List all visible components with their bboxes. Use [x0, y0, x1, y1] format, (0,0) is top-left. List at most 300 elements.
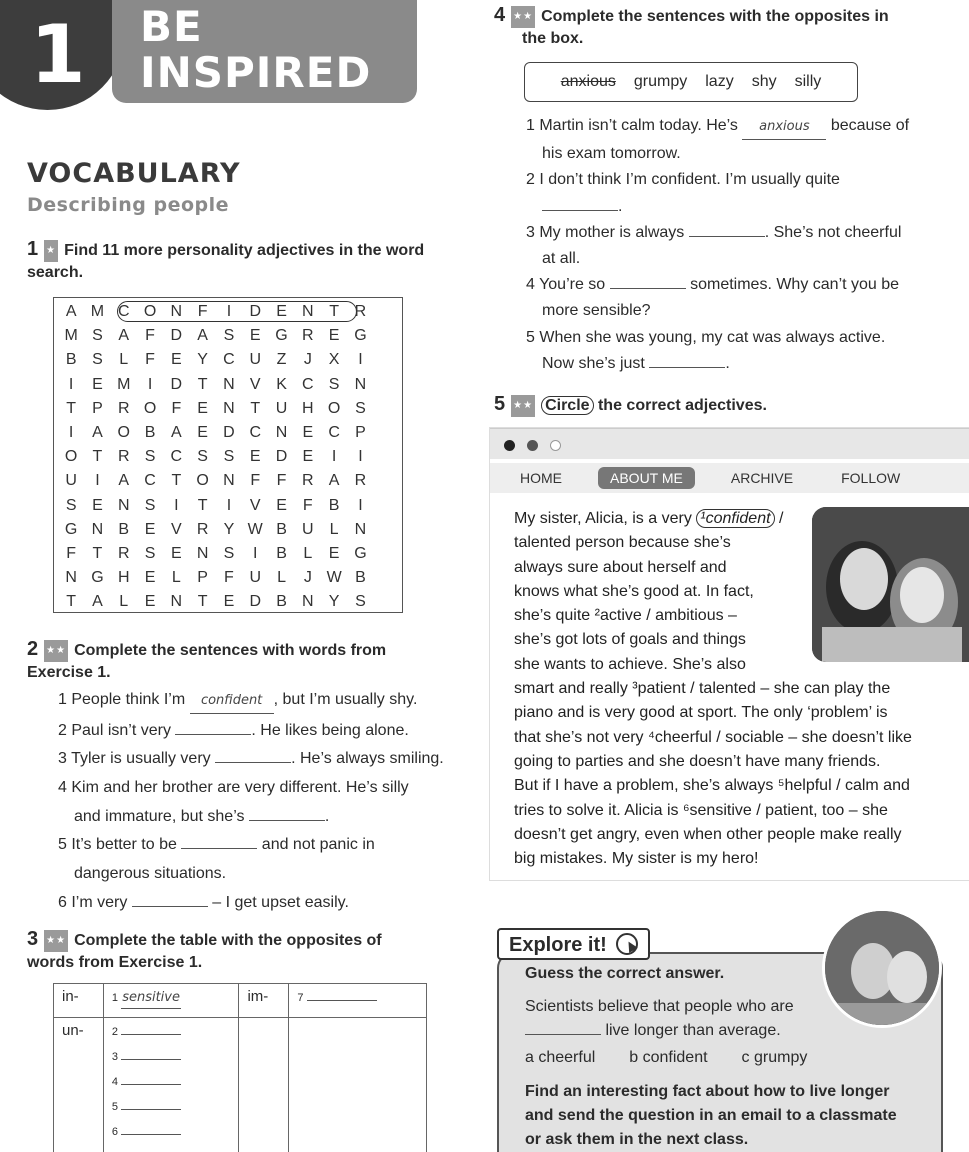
ex2-instruction: Complete the sentences with words from: [74, 642, 387, 659]
word-search-letter: N: [275, 423, 288, 441]
nav-home[interactable]: HOME: [520, 470, 562, 486]
word-search-letter: I: [358, 448, 363, 466]
word-search-letter: [374, 518, 400, 542]
ex5-stars-icon: ★★: [511, 395, 535, 417]
sentence-number: 6: [58, 893, 72, 911]
word-search-letter: B: [276, 593, 287, 611]
word-search-letter: U: [249, 351, 261, 369]
word-search-letter: I: [358, 351, 363, 369]
sentence-text: at all.: [542, 249, 581, 267]
explore-question-line1: Scientists believe that people who are: [525, 998, 794, 1015]
sentence-text: Now she’s just: [542, 354, 650, 372]
ex2-sentences: [56, 688, 444, 920]
word-search-letter: N: [65, 569, 77, 587]
answer-blank[interactable]: [689, 236, 765, 237]
word-search-letter: N: [117, 496, 130, 514]
table-blank[interactable]: [121, 1134, 181, 1135]
word-search-letter: [374, 494, 400, 518]
word-search-letter: I: [174, 496, 179, 514]
word-search-letter: W: [326, 569, 342, 587]
blog-line-text: My sister, Alicia, is a very: [514, 510, 697, 527]
blog-line: that she’s not very ⁴cheerful / sociable – she doesn’t like: [514, 728, 912, 746]
sentence-text: – I get upset easily.: [207, 893, 349, 911]
ex5-number: 5: [494, 393, 506, 415]
word-search-letter: U: [249, 569, 261, 587]
sentence-line: [524, 247, 909, 271]
word-search-letter: U: [275, 399, 288, 417]
explore-options: [525, 1046, 807, 1070]
answer-blank[interactable]: [610, 288, 686, 289]
word-search-letter: [374, 542, 400, 566]
word-search-letter: N: [223, 399, 235, 417]
word-search-letter: O: [143, 303, 157, 320]
word-search: [53, 297, 403, 613]
ex4-instruction: Complete the sentences with the opposites in: [541, 8, 889, 25]
word-search-letter: F: [302, 496, 313, 514]
table-blank[interactable]: [121, 1059, 181, 1060]
word-search-letter: E: [276, 496, 287, 514]
word-search-letter: I: [226, 303, 232, 320]
word-search-letter: N: [196, 544, 209, 562]
sentence-text: his exam tomorrow.: [542, 145, 681, 163]
word-search-letter: V: [171, 520, 182, 538]
entry-number: 3: [111, 1051, 122, 1063]
word-search-letter: T: [66, 593, 77, 611]
word-search-letter: O: [327, 399, 341, 417]
ex4-instruction-2: the box.: [522, 30, 584, 47]
word-search-letter: E: [92, 375, 103, 393]
sentence-text: When she was young, my cat was always active.: [539, 328, 886, 346]
blog-line: But if I have a problem, she’s always ⁵helpful / calm and: [514, 777, 910, 795]
word-search-letter: H: [302, 399, 314, 417]
sentence-line: [56, 862, 444, 886]
word-search-letter: T: [197, 593, 208, 611]
word-search-letter: P: [197, 569, 208, 587]
choice-1-circled[interactable]: ¹confident: [696, 509, 774, 528]
word-search-letter: F: [250, 472, 261, 490]
word-search-letter: J: [303, 351, 312, 369]
word-search-letter: B: [144, 423, 156, 441]
answer-blank[interactable]: [215, 762, 291, 763]
word-search-letter: [374, 590, 400, 614]
word-search-letter: L: [303, 544, 313, 562]
ex4-stars-icon: ★★: [511, 6, 535, 28]
word-search-letter: A: [92, 423, 103, 441]
word-search-letter: S: [144, 544, 156, 562]
sentence-line: [524, 168, 909, 192]
sentence-text: sometimes. Why can’t you be: [685, 276, 900, 294]
sentence-number: 2: [58, 721, 72, 739]
word-search-letter: B: [276, 520, 287, 538]
word-search-letter: C: [144, 472, 156, 490]
sentence-number: 2: [526, 171, 540, 189]
word-search-letter: F: [145, 351, 155, 369]
unit-number: 1: [30, 8, 86, 101]
word-search-letter: N: [354, 520, 367, 538]
unit-title-line2: INSPIRED: [140, 48, 372, 97]
word-search-letter: P: [92, 399, 103, 417]
word-search-letter: E: [223, 593, 235, 611]
word-search-letter: E: [302, 448, 314, 466]
unit-title: [140, 4, 371, 96]
word-search-letter: S: [144, 496, 156, 514]
word-search-letter: C: [249, 423, 261, 441]
word-search-letter: Y: [223, 520, 235, 538]
sentence-line: [56, 688, 444, 714]
word-search-letter: X: [328, 351, 340, 369]
nav-follow[interactable]: FOLLOW: [841, 470, 901, 486]
explore-task-line1: Find an interesting fact about how to live longer: [525, 1083, 890, 1100]
word-search-letter: C: [223, 351, 235, 369]
answer-blank[interactable]: [649, 367, 725, 368]
answer-blank[interactable]: [542, 210, 618, 211]
blog-line: piano and is very good at sport. The only ‘problem’ is: [514, 704, 888, 722]
table-blank[interactable]: [121, 1084, 181, 1085]
sentence-text: .: [324, 807, 330, 825]
sentence-number: 5: [526, 328, 540, 346]
explore-blank[interactable]: [525, 1034, 601, 1035]
word-search-letter: D: [170, 375, 183, 393]
word-search-letter: G: [64, 520, 78, 538]
opposites-table: [53, 983, 427, 1152]
word-search-letter: D: [249, 593, 261, 611]
ex3-heading: [27, 928, 467, 974]
blog-window-bar: [490, 429, 969, 459]
entry-number: 1: [111, 992, 119, 1004]
word-search-letter: H: [117, 569, 130, 587]
word-search-letter: N: [302, 303, 314, 320]
word-search-letter: O: [196, 472, 209, 490]
word-search-letter: F: [66, 544, 77, 562]
word-search-letter: [374, 421, 400, 445]
entry-number: 7: [297, 992, 304, 1004]
blog-line: tries to solve it. Alicia is ⁶sensitive / patient, too – she: [514, 801, 888, 819]
word-search-letter: L: [171, 569, 181, 587]
sentence-line: [524, 142, 909, 166]
word-search-letter: L: [119, 593, 129, 611]
answer-blank[interactable]: [249, 820, 325, 821]
ex5-heading: [494, 393, 767, 417]
entry-number: 5: [111, 1101, 122, 1113]
word-search-letter: L: [119, 351, 129, 369]
ex3-instruction: Complete the table with the opposites of: [74, 932, 382, 949]
table-entry: [112, 1022, 231, 1042]
word-search-letter: I: [331, 448, 337, 466]
table-blank-7[interactable]: [307, 1000, 377, 1001]
word-search-letter: D: [223, 423, 235, 441]
table-entry: [112, 1122, 231, 1142]
word-search-letter: G: [91, 569, 104, 587]
word-search-letter: M: [90, 303, 105, 320]
sentence-number: 1: [58, 691, 72, 708]
word-search-letter: T: [171, 472, 182, 490]
blog-line: she’s got lots of goals and things: [514, 631, 746, 649]
word-search-letter: T: [197, 375, 208, 393]
sentence-text: My mother is always: [539, 223, 689, 241]
word-search-letter: [374, 469, 400, 493]
word-search-letter: N: [302, 593, 314, 611]
word-search-letter: F: [197, 303, 208, 320]
sentence-text: . She’s not cheerful: [764, 223, 902, 241]
word-search-letter: B: [328, 496, 340, 514]
answer-blank[interactable]: anxious: [742, 115, 826, 140]
box-word: anxious: [560, 73, 616, 90]
word-search-letter: E: [171, 544, 182, 562]
sentence-text: People think I’m: [71, 691, 190, 708]
entry-number: 4: [111, 1076, 122, 1088]
window-dot-icon: [527, 440, 538, 451]
word-search-letter: [374, 324, 400, 348]
word-search-letter: D: [275, 448, 288, 466]
word-search-letter: T: [329, 303, 339, 320]
word-search-letter: R: [302, 327, 314, 345]
word-search-letter: A: [197, 327, 208, 345]
word-search-letter: F: [276, 472, 287, 490]
word-search-letter: T: [92, 448, 103, 466]
nav-archive[interactable]: ARCHIVE: [730, 470, 794, 486]
sentence-text: I don’t think I’m confident. I’m usually quite: [539, 171, 840, 189]
word-search-letter: I: [226, 496, 232, 514]
word-search-letter: S: [223, 544, 235, 562]
sentence-number: 4: [526, 276, 540, 294]
word-search-letter: F: [224, 569, 234, 587]
word-search-letter: S: [223, 448, 235, 466]
circle-word: Circle: [541, 396, 593, 415]
nav-about-me[interactable]: ABOUT ME: [598, 467, 695, 489]
sentence-text: Martin isn’t calm today. He’s: [539, 117, 743, 134]
blog-nav: [490, 463, 969, 493]
box-word: shy: [751, 73, 777, 90]
word-search-letter: S: [92, 351, 103, 369]
word-search-letter: B: [276, 544, 287, 562]
word-search-letter: Z: [276, 351, 287, 369]
word-search-letter: I: [68, 375, 74, 393]
word-search-letter: E: [144, 569, 156, 587]
sentence-line: [56, 833, 444, 857]
word-search-letter: V: [249, 375, 261, 393]
explore-option[interactable]: b confident: [629, 1049, 708, 1066]
blog-panel: [490, 428, 969, 880]
word-search-letter: O: [64, 448, 78, 466]
word-search-letter: S: [355, 593, 366, 611]
word-search-letter: Y: [328, 593, 340, 611]
blog-line: she’s quite ²active / ambitious –: [514, 607, 737, 625]
word-search-letter: I: [68, 423, 74, 441]
box-word: lazy: [705, 73, 734, 90]
section-title: VOCABULARY: [27, 158, 241, 189]
word-search-letter: [374, 566, 400, 590]
table-entry: [112, 1097, 231, 1117]
explore-question-line2: [525, 1019, 781, 1043]
blog-line: big mistakes. My sister is my hero!: [514, 850, 759, 868]
word-search-letter: V: [249, 496, 261, 514]
word-search-letter: C: [328, 423, 340, 441]
word-search-letter: R: [354, 303, 367, 320]
explore-task-line3: or ask them in the next class.: [525, 1131, 749, 1148]
sentence-number: 3: [58, 750, 72, 768]
table-entry-1: [112, 988, 231, 1009]
elderly-couple-photo: [822, 908, 942, 1028]
word-search-letter: C: [117, 303, 130, 320]
ex5-instruction: the correct adjectives.: [593, 397, 767, 414]
ex1-number: 1: [27, 238, 39, 260]
word-search-letter: R: [196, 520, 209, 538]
blog-line: she wants to achieve. She’s also: [514, 655, 746, 673]
word-search-letter: F: [171, 399, 182, 417]
word-search-letter: C: [302, 375, 314, 393]
word-search-letter: E: [197, 399, 208, 417]
answer-blank[interactable]: confident: [190, 689, 274, 714]
word-search-letter: R: [302, 472, 314, 490]
ex2-heading: [27, 638, 467, 684]
word-search-letter: D: [170, 327, 183, 345]
sentence-line: [524, 352, 909, 376]
blog-line: talented person because she’s: [514, 534, 731, 552]
cursor-icon: [616, 933, 638, 955]
blog-text: [514, 507, 954, 871]
blog-line: knows what she’s good at. In fact,: [514, 582, 754, 600]
sentence-text: Kim and her brother are very different. He’s silly: [71, 779, 409, 797]
word-search-letter: R: [354, 472, 367, 490]
im-cell: [289, 984, 427, 1018]
sentence-text: .: [618, 197, 623, 215]
blog-line: [514, 507, 814, 531]
ex1-instruction: Find 11 more personality adjectives in the word: [64, 242, 425, 259]
sentence-text: , but I’m usually shy.: [273, 691, 418, 708]
in-cell: [103, 984, 239, 1018]
word-search-letter: [374, 445, 400, 469]
window-dot-icon: [550, 440, 561, 451]
word-search-letter: S: [65, 496, 77, 514]
answer-blank[interactable]: [175, 734, 251, 735]
prefix-in: in-: [54, 984, 104, 1018]
word-search-letter: E: [249, 327, 261, 345]
word-search-letter: [374, 348, 400, 372]
word-search-letter: R: [117, 544, 130, 562]
explore-task: [525, 1080, 897, 1152]
word-search-letter: R: [117, 448, 130, 466]
word-search-letter: S: [144, 448, 156, 466]
answer-blank[interactable]: [132, 906, 208, 907]
sentence-text: Paul isn’t very: [71, 721, 176, 739]
prefix-im: im-: [239, 984, 289, 1018]
ex2-stars-icon: ★★: [44, 640, 68, 662]
sentence-text: . He’s always smiling.: [291, 750, 444, 768]
sentence-text: Tyler is usually very: [71, 750, 216, 768]
word-box: [524, 62, 858, 102]
word-search-letter: S: [223, 327, 235, 345]
explore-task-line2: and send the question in an email to a classmate: [525, 1107, 897, 1124]
explore-q2-text: live longer than average.: [601, 1022, 781, 1039]
word-search-letter: E: [276, 303, 287, 320]
ex2-number: 2: [27, 638, 39, 660]
table-blank[interactable]: [121, 1109, 181, 1110]
table-entry: [112, 1047, 231, 1067]
word-search-letter: A: [65, 303, 77, 320]
word-search-letter: T: [197, 496, 208, 514]
word-search-letter: A: [92, 593, 103, 611]
ex3-instruction-2: words from Exercise 1.: [27, 954, 203, 971]
word-search-letter: U: [65, 472, 77, 490]
ex1-stars-icon: ★: [44, 240, 58, 262]
sentence-line: [524, 195, 909, 219]
word-search-letter: U: [302, 520, 314, 538]
word-search-letter: T: [250, 399, 261, 417]
word-search-letter: E: [171, 351, 182, 369]
word-search-letter: M: [117, 375, 131, 393]
sentence-text: because of: [826, 117, 910, 134]
sentence-text: and immature, but she’s: [74, 807, 249, 825]
word-search-letter: B: [355, 569, 366, 587]
sentence-text: . He likes being alone.: [251, 721, 409, 739]
word-search-letter: L: [329, 520, 339, 538]
ex1-instruction-2: search.: [27, 264, 84, 281]
sentence-line: [56, 805, 444, 829]
blog-line: going to parties and she doesn’t have many friends.: [514, 752, 881, 770]
window-dot-icon: [504, 440, 515, 451]
sentence-text: It’s better to be: [71, 836, 182, 854]
table-entry-7: [297, 988, 418, 1008]
word-search-letter: E: [92, 496, 103, 514]
word-search-letter: A: [171, 423, 182, 441]
ex3-number: 3: [27, 928, 39, 950]
word-search-grid: [58, 300, 400, 614]
word-search-letter: F: [145, 327, 155, 345]
word-search-letter: R: [117, 399, 130, 417]
explore-label: [497, 928, 650, 960]
sentence-number: 5: [58, 836, 72, 854]
ex3-stars-icon: ★★: [44, 930, 68, 952]
explore-label-text: Explore it!: [509, 934, 607, 956]
entry-number: 2: [111, 1026, 122, 1038]
word-search-letter: T: [92, 544, 103, 562]
word-search-letter: Y: [197, 351, 208, 369]
table-blank-1[interactable]: sensitive: [121, 988, 181, 1009]
word-search-letter: L: [277, 569, 286, 587]
ex4-sentences: [524, 114, 909, 378]
answer-blank[interactable]: [181, 848, 257, 849]
word-search-letter: S: [197, 448, 208, 466]
explore-option[interactable]: c grumpy: [741, 1049, 808, 1066]
word-search-letter: E: [328, 544, 340, 562]
sentence-text: I’m very: [71, 893, 132, 911]
word-search-letter: O: [117, 423, 130, 441]
box-word: silly: [794, 73, 822, 90]
explore-question-title: Guess the correct answer.: [525, 965, 725, 982]
explore-option[interactable]: a cheerful: [525, 1049, 596, 1066]
un-cell: [103, 1018, 239, 1152]
sentence-line: [56, 747, 444, 771]
word-search-letter: G: [354, 327, 367, 345]
table-blank[interactable]: [121, 1034, 181, 1035]
sentence-line: [524, 273, 909, 297]
blog-line-text: /: [774, 510, 784, 527]
word-search-letter: N: [354, 375, 367, 393]
word-search-letter: B: [118, 520, 130, 538]
word-search-letter: S: [328, 375, 340, 393]
blog-line: always sure about herself and: [514, 558, 727, 576]
sentence-line: [524, 114, 909, 140]
word-search-letter: A: [118, 327, 130, 345]
sentence-line: [524, 221, 909, 245]
word-search-letter: E: [249, 448, 261, 466]
word-search-letter: C: [170, 448, 183, 466]
unit-title-line1: BE: [140, 2, 203, 51]
sentence-number: 3: [526, 223, 540, 241]
ex1-heading: [27, 238, 467, 284]
word-search-letter: N: [170, 303, 183, 320]
sentence-number: 1: [526, 117, 540, 134]
